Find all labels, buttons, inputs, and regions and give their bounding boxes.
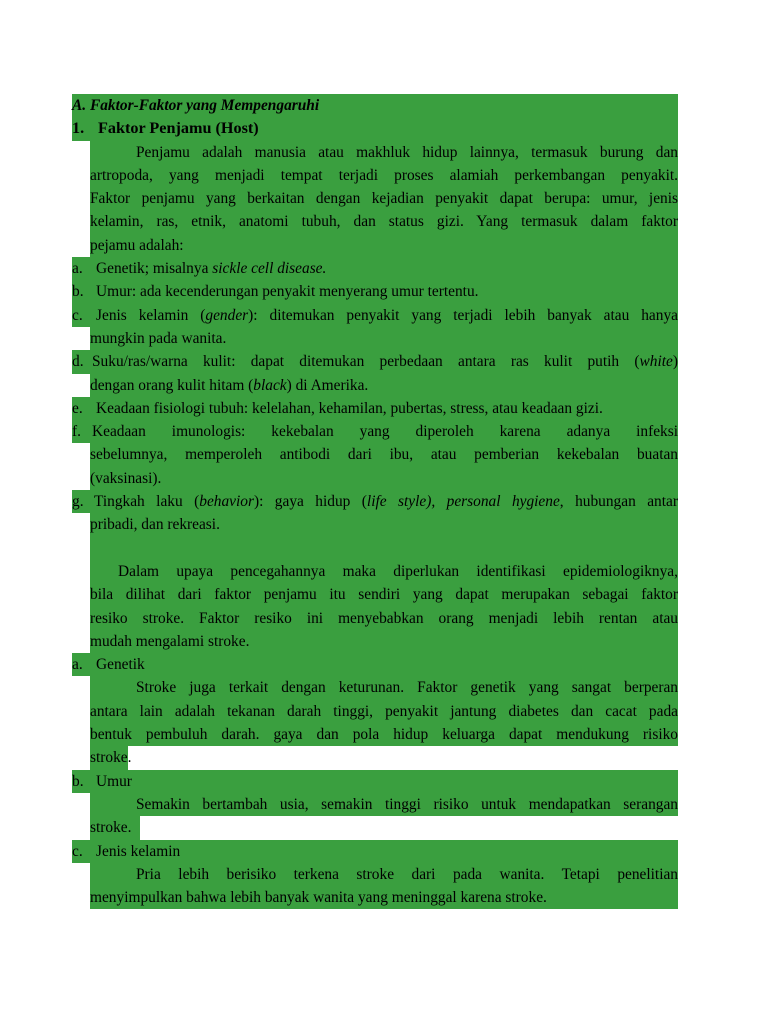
list-item-title: Jenis kelamin xyxy=(96,842,181,860)
list-item xyxy=(72,257,678,280)
list-item-body-text: menyimpulkan bahwa lebih banyak wanita yang meninggal karena stroke. xyxy=(90,889,547,907)
list-item-text: Suku/ras/warna kulit: dapat ditemukan perbedaan antara ras kulit putih (white) xyxy=(92,353,678,371)
list-item-body-text: stroke. xyxy=(90,749,132,767)
list-item-body-text: antara lain adalah tekanan darah tinggi, penyakit jantung diabetes dan cacat pada xyxy=(90,702,678,720)
list-marker: g. xyxy=(72,493,84,511)
list-item xyxy=(72,420,678,443)
paragraph-line-text: Dalam upaya pencegahannya maka diperlukan identifikasi epidemiologiknya, xyxy=(118,562,678,580)
intro-line-text: Faktor penjamu yang berkaitan dengan kejadian penyakit dapat berupa: umur, jenis xyxy=(90,190,678,208)
list-marker: d. xyxy=(72,353,84,371)
list-item-body-text: bentuk pembuluh darah. gaya dan pola hidup keluarga dapat mendukung risiko xyxy=(90,726,678,744)
list-item-continuation xyxy=(72,467,678,490)
list-item-text: pribadi, dan rekreasi. xyxy=(90,516,220,534)
list-item-text: (vaksinasi). xyxy=(90,469,162,487)
list-item xyxy=(72,770,678,793)
list-item xyxy=(72,280,678,303)
list-item-text: Jenis kelamin (gender): ditemukan penyakit yang terjadi lebih banyak atau hanya xyxy=(96,306,678,324)
document-page xyxy=(72,94,678,909)
list-marker: b. xyxy=(72,772,84,790)
list-item-text: Genetik; misalnya sickle cell disease. xyxy=(96,260,327,278)
list-item xyxy=(72,350,678,373)
list-item-text: Umur: ada kecenderungan penyakit menyerang umur tertentu. xyxy=(96,283,479,301)
list-item-body-line xyxy=(72,746,678,769)
list-item-body-line xyxy=(72,676,678,699)
list-item-text: sebelumnya, memperoleh antibodi dari ibu, atau pemberian kekebalan buatan xyxy=(90,446,678,464)
list-item-body-line xyxy=(72,793,678,816)
list-item-body-text: Semakin bertambah usia, semakin tinggi risiko untuk mendapatkan serangan xyxy=(136,795,678,813)
list-item-text: Keadaan fisiologi tubuh: kelelahan, kehamilan, pubertas, stress, atau keadaan gizi. xyxy=(96,399,603,417)
section-title: A. Faktor-Faktor yang Mempengaruhi xyxy=(72,97,320,114)
intro-line xyxy=(72,210,678,233)
list-item-text: mungkin pada wanita. xyxy=(90,329,227,347)
list-marker: c. xyxy=(72,306,83,324)
list-item-text: dengan orang kulit hitam (black) di Amerika. xyxy=(90,376,369,394)
list-item-title: Umur xyxy=(96,772,132,790)
intro-line xyxy=(72,187,678,210)
intro-line xyxy=(72,141,678,164)
blank-line xyxy=(72,537,678,560)
list-item-text: Keadaan imunologis: kekebalan yang diperoleh karena adanya infeksi xyxy=(92,423,678,441)
list-item-text: Tingkah laku (behavior): gaya hidup (life style), personal hygiene, hubungan antar xyxy=(94,493,678,511)
paragraph-line xyxy=(72,560,678,583)
list-item xyxy=(72,653,678,676)
list-marker: a. xyxy=(72,656,83,674)
list-item-body-line xyxy=(72,816,678,839)
list-marker: a. xyxy=(72,260,83,278)
list-item-body-line xyxy=(72,863,678,886)
list-item-continuation xyxy=(72,374,678,397)
paragraph-line xyxy=(72,630,678,653)
section-heading-line xyxy=(72,94,678,117)
list-marker: e. xyxy=(72,399,83,417)
intro-line xyxy=(72,164,678,187)
subsection-heading-line xyxy=(72,117,678,140)
intro-line-text: Penjamu adalah manusia atau makhluk hidup lainnya, termasuk burung dan xyxy=(136,143,678,161)
list-item-body-text: Pria lebih berisiko terkena stroke dari pada wanita. Tetapi penelitian xyxy=(136,865,678,883)
intro-line xyxy=(72,234,678,257)
list-item-body-text: stroke. xyxy=(90,819,132,837)
intro-line-text: artropoda, yang menjadi tempat terjadi proses alamiah perkembangan penyakit. xyxy=(90,166,678,184)
list-item-body-line xyxy=(72,700,678,723)
list-item xyxy=(72,397,678,420)
intro-line-text: pejamu adalah: xyxy=(90,236,184,254)
list-item-continuation xyxy=(72,513,678,536)
intro-line-text: kelamin, ras, etnik, anatomi tubuh, dan status gizi. Yang termasuk dalam faktor xyxy=(90,213,678,231)
list-item-title: Genetik xyxy=(96,656,145,674)
paragraph-line xyxy=(72,583,678,606)
list-item xyxy=(72,840,678,863)
paragraph-line-text: bila dilihat dari faktor penjamu itu sendiri yang dapat merupakan sebagai faktor xyxy=(90,586,678,604)
list-item xyxy=(72,304,678,327)
subsection-number: 1. xyxy=(72,119,85,138)
list-item-continuation xyxy=(72,443,678,466)
list-item xyxy=(72,490,678,513)
list-marker: c. xyxy=(72,842,83,860)
list-marker: f. xyxy=(72,423,81,441)
list-item-body-line xyxy=(72,886,678,909)
list-item-continuation xyxy=(72,327,678,350)
paragraph-line-text: resiko stroke. Faktor resiko ini menyebabkan orang menjadi lebih rentan atau xyxy=(90,609,678,627)
paragraph-line-text: mudah mengalami stroke. xyxy=(90,632,250,650)
list-item-body-line xyxy=(72,723,678,746)
subsection-title: Faktor Penjamu (Host) xyxy=(98,119,259,138)
list-item-body-text: Stroke juga terkait dengan keturunan. Faktor genetik yang sangat berperan xyxy=(136,679,678,697)
list-marker: b. xyxy=(72,283,84,301)
paragraph-line xyxy=(72,607,678,630)
